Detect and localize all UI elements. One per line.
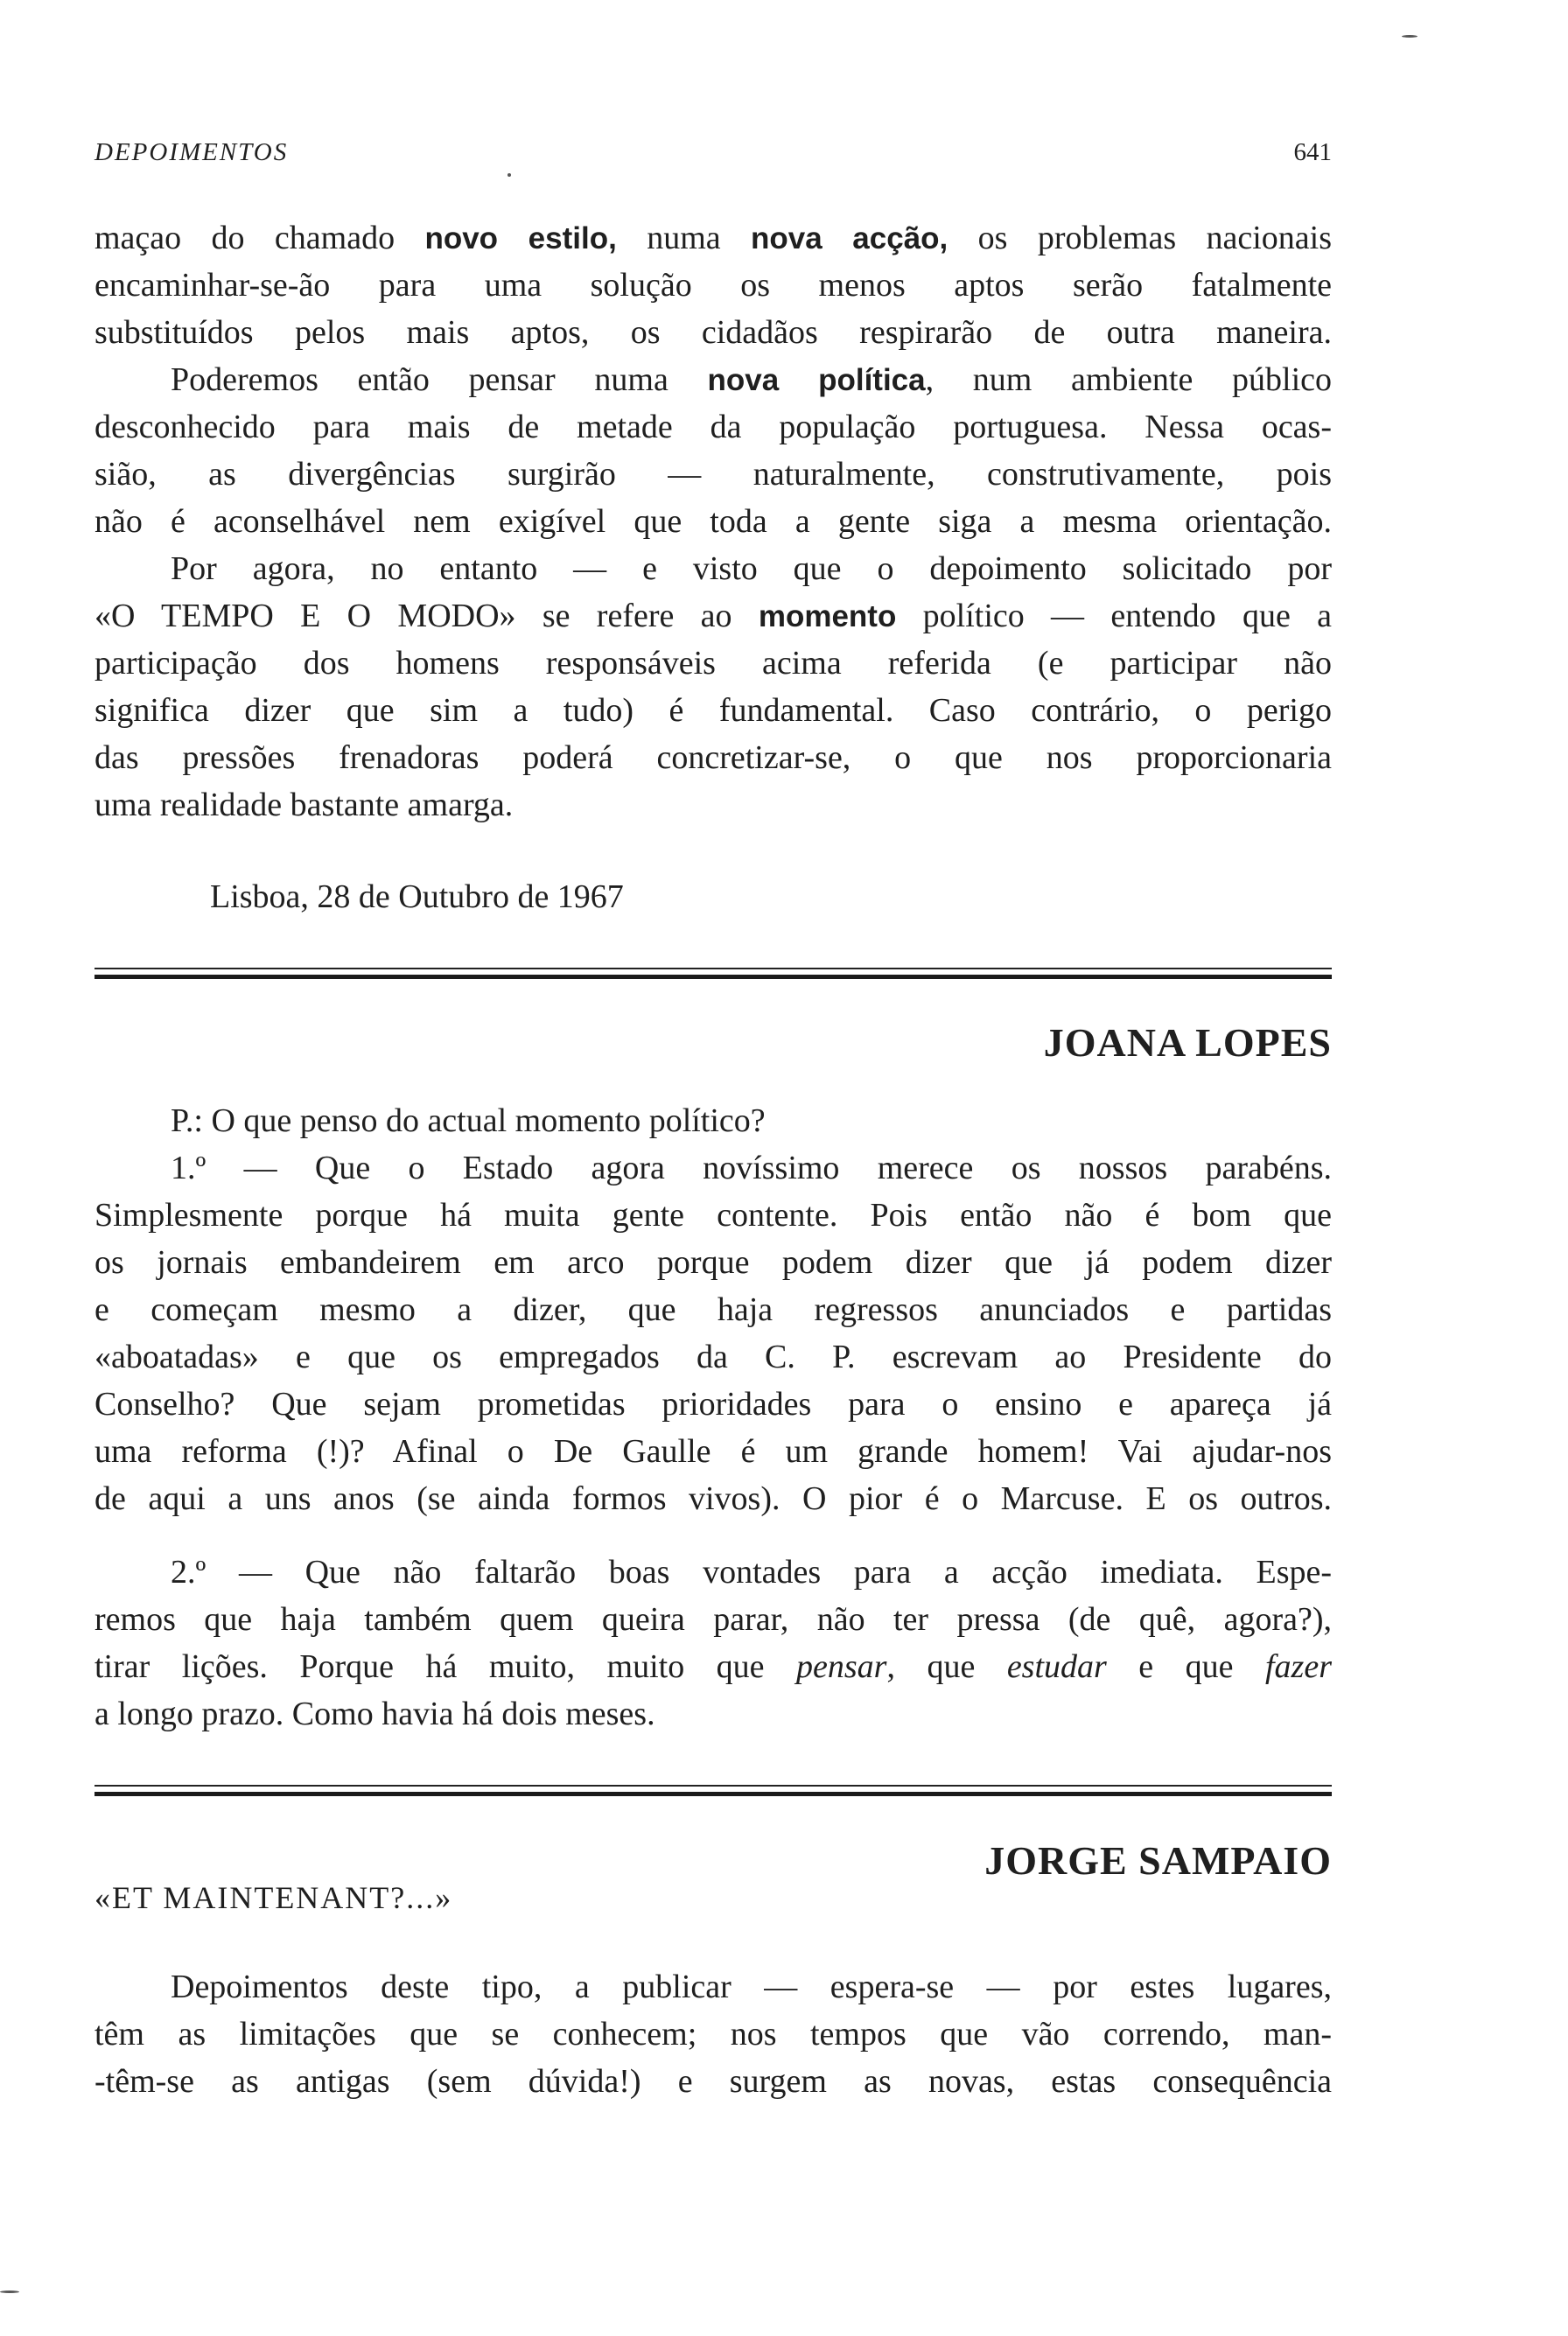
- page-number: 641: [1293, 138, 1332, 166]
- separator-thick: [94, 1792, 1332, 1796]
- text-line: encaminhar-se-ão para uma solução os menos aptos serão fatalmente: [94, 267, 1332, 304]
- scan-mark: [0, 2291, 19, 2293]
- text-line: 2.º — Que não faltarão boas vontades para a acção imediata. Espe-: [171, 1554, 1332, 1591]
- text-line: Poderemos então pensar numa nova política, num ambiente público: [171, 361, 1332, 398]
- text-line: sião, as divergências surgirão — naturalmente, construtivamente, pois: [94, 456, 1332, 493]
- text-line: Depoimentos deste tipo, a publicar — espera-se — por estes lugares,: [171, 1969, 1332, 2005]
- text-line: e começam mesmo a dizer, que haja regressos anunciados e partidas: [94, 1291, 1332, 1328]
- text-line: de aqui a uns anos (se ainda formos vivos). O pior é o Marcuse. E os outros.: [94, 1480, 1332, 1517]
- bold-phrase: momento: [758, 599, 897, 633]
- bold-phrase: nova acção,: [751, 221, 948, 255]
- text-line: remos que haja também quem queira parar, não ter pressa (de quê, agora?),: [94, 1601, 1332, 1638]
- text-line: -têm-se as antigas (sem dúvida!) e surgem as novas, estas consequência: [94, 2063, 1332, 2100]
- text-line: Por agora, no entanto — e visto que o depoimento solicitado por: [171, 550, 1332, 587]
- bold-phrase: novo estilo,: [424, 221, 617, 255]
- scan-mark: [1402, 35, 1418, 38]
- text-line: Conselho? Que sejam prometidas prioridades para o ensino e apareça já: [94, 1386, 1332, 1423]
- scan-mark: [508, 173, 511, 177]
- text-line: os jornais embandeirem em arco porque podem dizer que já podem dizer: [94, 1244, 1332, 1281]
- text-line: a longo prazo. Como havia há dois meses.: [94, 1696, 655, 1732]
- author-heading: JOANA LOPES: [1043, 1020, 1332, 1065]
- separator-thin: [94, 968, 1332, 969]
- place-and-date: Lisboa, 28 de Outubro de 1967: [210, 878, 624, 915]
- author-heading: JORGE SAMPAIO: [984, 1838, 1332, 1883]
- text-line: P.: O que penso do actual momento político?: [171, 1102, 766, 1139]
- text-line: substituídos pelos mais aptos, os cidadãos respirarão de outra maneira.: [94, 314, 1332, 351]
- text-line: uma reforma (!)? Afinal o De Gaulle é um grande homem! Vai ajudar-nos: [94, 1433, 1332, 1470]
- text-line: desconhecido para mais de metade da população portuguesa. Nessa ocas-: [94, 409, 1332, 445]
- text-line: Simplesmente porque há muita gente contente. Pois então não é bom que: [94, 1197, 1332, 1234]
- text-line: das pressões frenadoras poderá concretizar-se, o que nos proporcionaria: [94, 739, 1332, 776]
- separator-thin: [94, 1785, 1332, 1787]
- text-line: maçao do chamado novo estilo, numa nova acção, os problemas nacionais: [94, 220, 1332, 256]
- separator-thick: [94, 975, 1332, 979]
- text-line: participação dos homens responsáveis acima referida (e participar não: [94, 645, 1332, 682]
- text-line: uma realidade bastante amarga.: [94, 787, 514, 823]
- running-header: DEPOIMENTOS: [94, 138, 289, 166]
- text-line: 1.º — Que o Estado agora novíssimo merece os nossos parabéns.: [171, 1150, 1332, 1186]
- text-line: «aboatadas» e que os empregados da C. P. escrevam ao Presidente do: [94, 1339, 1332, 1375]
- text-line: têm as limitações que se conhecem; nos tempos que vão correndo, man-: [94, 2016, 1332, 2053]
- text-line: não é aconselhável nem exigível que toda a gente siga a mesma orientação.: [94, 503, 1332, 540]
- text-line: tirar lições. Porque há muito, muito que pensar, que estudar e que fazer: [94, 1648, 1332, 1685]
- bold-phrase: nova política: [707, 363, 926, 397]
- text-line: «O TEMPO E O MODO» se refere ao momento político — entendo que a: [94, 598, 1332, 634]
- testimony-subtitle: «ET MAINTENANT?...»: [94, 1880, 453, 1915]
- text-line: significa dizer que sim a tudo) é fundamental. Caso contrário, o perigo: [94, 692, 1332, 729]
